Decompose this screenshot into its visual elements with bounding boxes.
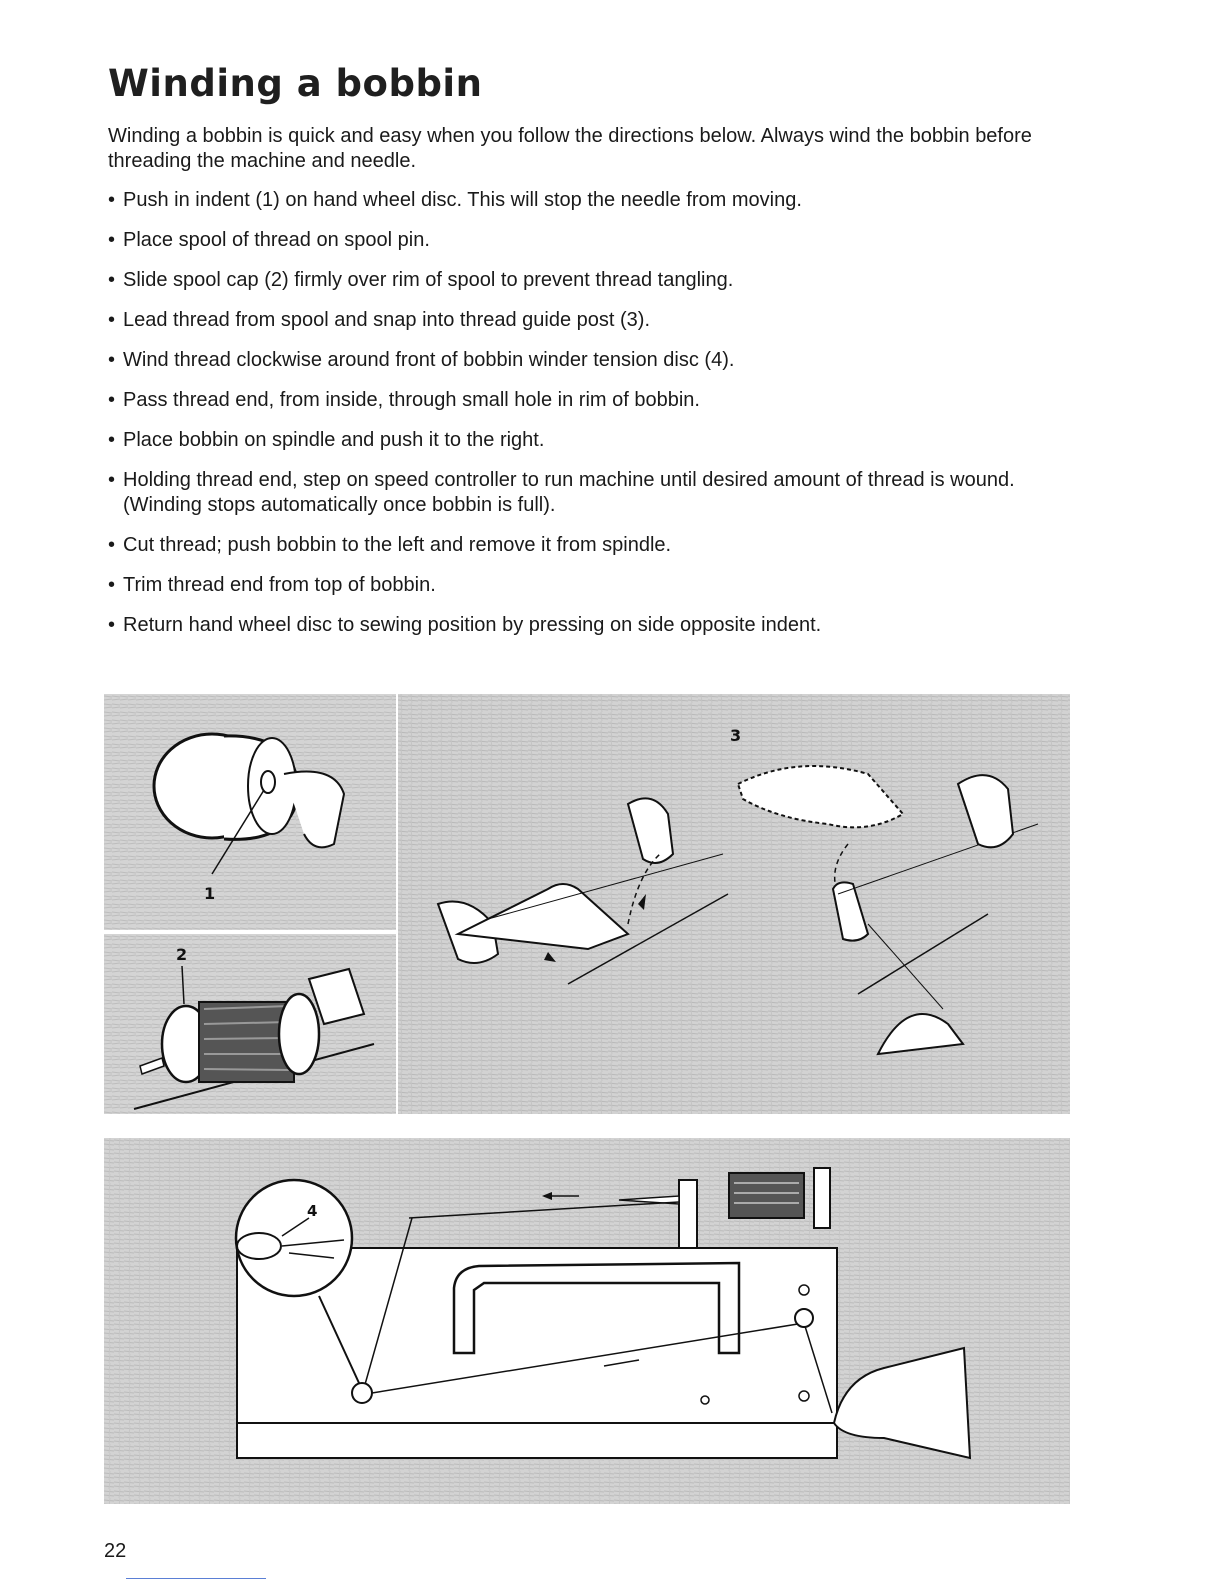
hand-wheel-illustration (104, 694, 396, 930)
step-item: • Cut thread; push bobbin to the left and remove it from spindle. (108, 533, 1088, 558)
callout-1: 1 (204, 884, 216, 903)
callout-4: 4 (307, 1202, 318, 1220)
step-item: • Place bobbin on spindle and push it to the right. (108, 428, 1088, 453)
page-number: 22 (104, 1540, 127, 1562)
step-item: • Lead thread from spool and snap into thread guide post (3). (108, 308, 1088, 333)
intro-paragraph: Winding a bobbin is quick and easy when you follow the directions below. Always wind the bobbin before threading the machine and needle. (108, 125, 1032, 172)
page-title: Winding a bobbin (108, 62, 483, 105)
figure-spool-cap (104, 934, 396, 1114)
instruction-list (108, 188, 1088, 653)
step-item: • Return hand wheel disc to sewing position by pressing on side opposite indent. (108, 613, 1088, 638)
step-item: • Wind thread clockwise around front of bobbin winder tension disc (4). (108, 348, 1088, 373)
step-item: • Slide spool cap (2) firmly over rim of spool to prevent thread tangling. (108, 268, 1088, 293)
callout-2: 2 (176, 945, 188, 964)
footer-link-underline (126, 1578, 266, 1579)
spool-cap-illustration (104, 934, 396, 1114)
figure-thread-guide (398, 694, 1070, 1114)
figure-hand-wheel (104, 694, 396, 930)
step-item: • Holding thread end, step on speed controller to run machine until desired amount of thread is wound. (Winding stops automatically once bobbin is full). (108, 468, 1088, 518)
step-item: • Place spool of thread on spool pin. (108, 228, 1088, 253)
figure-machine-overview (104, 1138, 1070, 1504)
machine-overview-illustration (104, 1138, 1070, 1504)
step-item: • Pass thread end, from inside, through small hole in rim of bobbin. (108, 388, 1088, 413)
step-item: • Trim thread end from top of bobbin. (108, 573, 1088, 598)
thread-guide-illustration (398, 694, 1070, 1114)
step-item: • Push in indent (1) on hand wheel disc. This will stop the needle from moving. (108, 188, 1088, 213)
callout-3: 3 (730, 726, 742, 745)
